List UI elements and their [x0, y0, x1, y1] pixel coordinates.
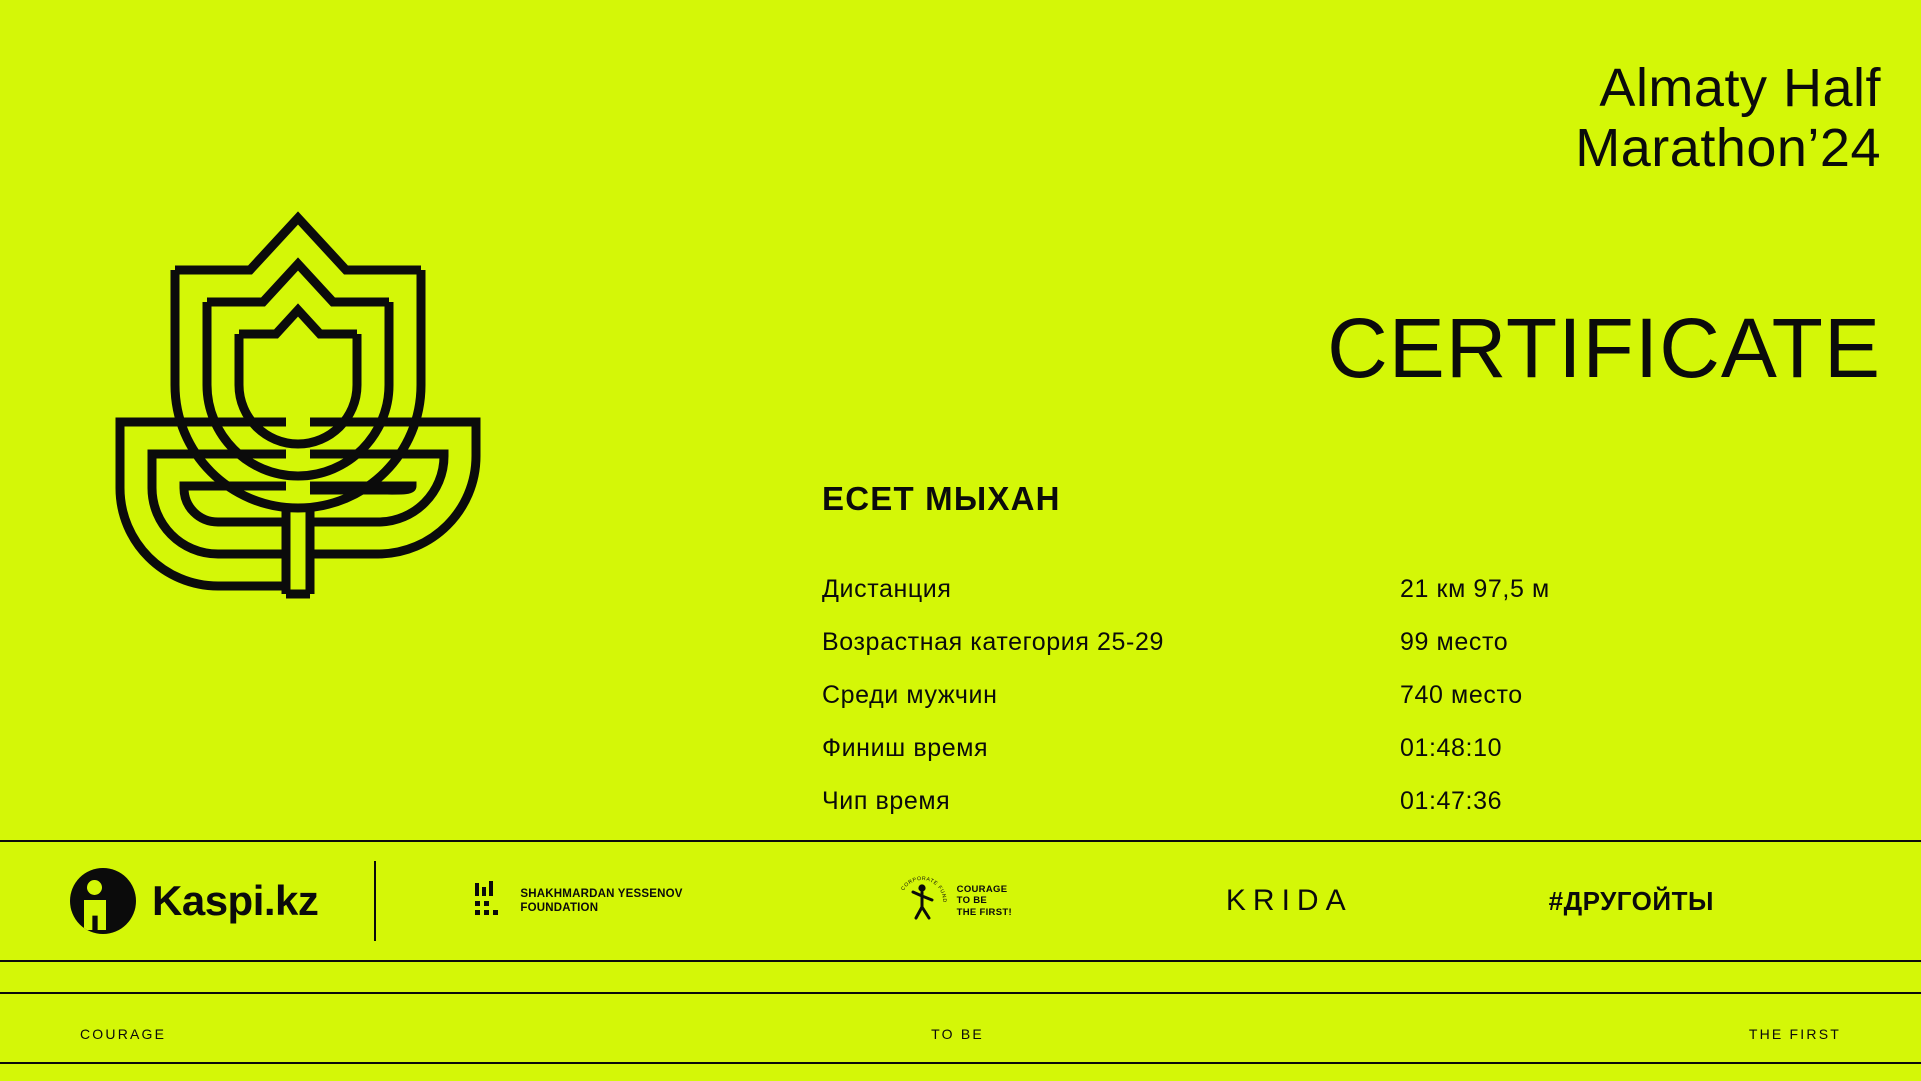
sponsor-drugoity-label: #ДРУГОЙТЫ	[1548, 885, 1714, 916]
svg-text:CORPORATE FUND: CORPORATE FUND	[899, 875, 947, 903]
divider-bottom	[0, 1062, 1921, 1064]
table-row	[822, 628, 1662, 681]
kaspi-person-icon	[70, 868, 136, 934]
result-value: 21 км 97,5 м	[1400, 575, 1550, 603]
result-value: 01:47:36	[1400, 787, 1503, 815]
event-title	[981, 58, 1881, 179]
result-label: Финиш время	[822, 734, 989, 762]
result-label: Чип время	[822, 787, 951, 815]
sponsor-yessenov-line-2: FOUNDATION	[520, 902, 599, 914]
table-row	[822, 681, 1662, 734]
sponsor-corporate-fund-text	[957, 884, 1012, 918]
sponsor-divider	[374, 861, 376, 941]
tagline-left: COURAGE	[80, 1026, 167, 1042]
table-row	[822, 575, 1662, 628]
page-title: CERTIFICATE	[1327, 301, 1881, 395]
divider-sponsors-bottom	[0, 960, 1921, 962]
tagline-strip	[0, 1012, 1921, 1056]
sponsor-kaspi	[70, 868, 318, 934]
sponsors-strip	[0, 842, 1921, 960]
athlete-name: ЕСЕТ МЫХАН	[822, 480, 1061, 517]
result-value: 01:48:10	[1400, 734, 1503, 762]
event-title-line-1: Almaty Half	[1599, 58, 1881, 118]
tagline-right: THE FIRST	[1748, 1026, 1841, 1042]
results-table	[822, 575, 1662, 840]
sponsor-cf-line-3: THE FIRST!	[956, 906, 1012, 918]
sponsor-yessenov-text	[520, 887, 682, 916]
result-value: 99 место	[1400, 628, 1509, 656]
sponsor-yessenov-line-1: SHAKHMARDAN YESSENOV	[520, 887, 683, 900]
tulip-outline-icon	[62, 170, 572, 610]
yessenov-bars-icon	[474, 881, 508, 921]
event-title-line-2: Marathon’24	[1575, 118, 1881, 179]
courage-runner-icon	[895, 874, 949, 928]
sponsor-yessenov	[474, 881, 682, 921]
sponsor-kaspi-label: Kaspi.kz	[152, 877, 319, 924]
sponsor-cf-line-1: COURAGE	[956, 883, 1008, 895]
result-value: 740 место	[1400, 681, 1523, 709]
table-row	[822, 787, 1662, 840]
sponsor-krida-label: KRIDA	[1225, 884, 1353, 917]
result-label: Среди мужчин	[822, 681, 998, 709]
divider-tagline-top	[0, 992, 1921, 994]
sponsor-corporate-fund	[895, 874, 1012, 928]
tagline-middle: TO BE	[931, 1026, 984, 1042]
result-label: Возрастная категория 25-29	[822, 628, 1164, 656]
result-label: Дистанция	[822, 575, 952, 603]
table-row	[822, 734, 1662, 787]
sponsor-cf-line-2: TO BE	[956, 895, 988, 907]
